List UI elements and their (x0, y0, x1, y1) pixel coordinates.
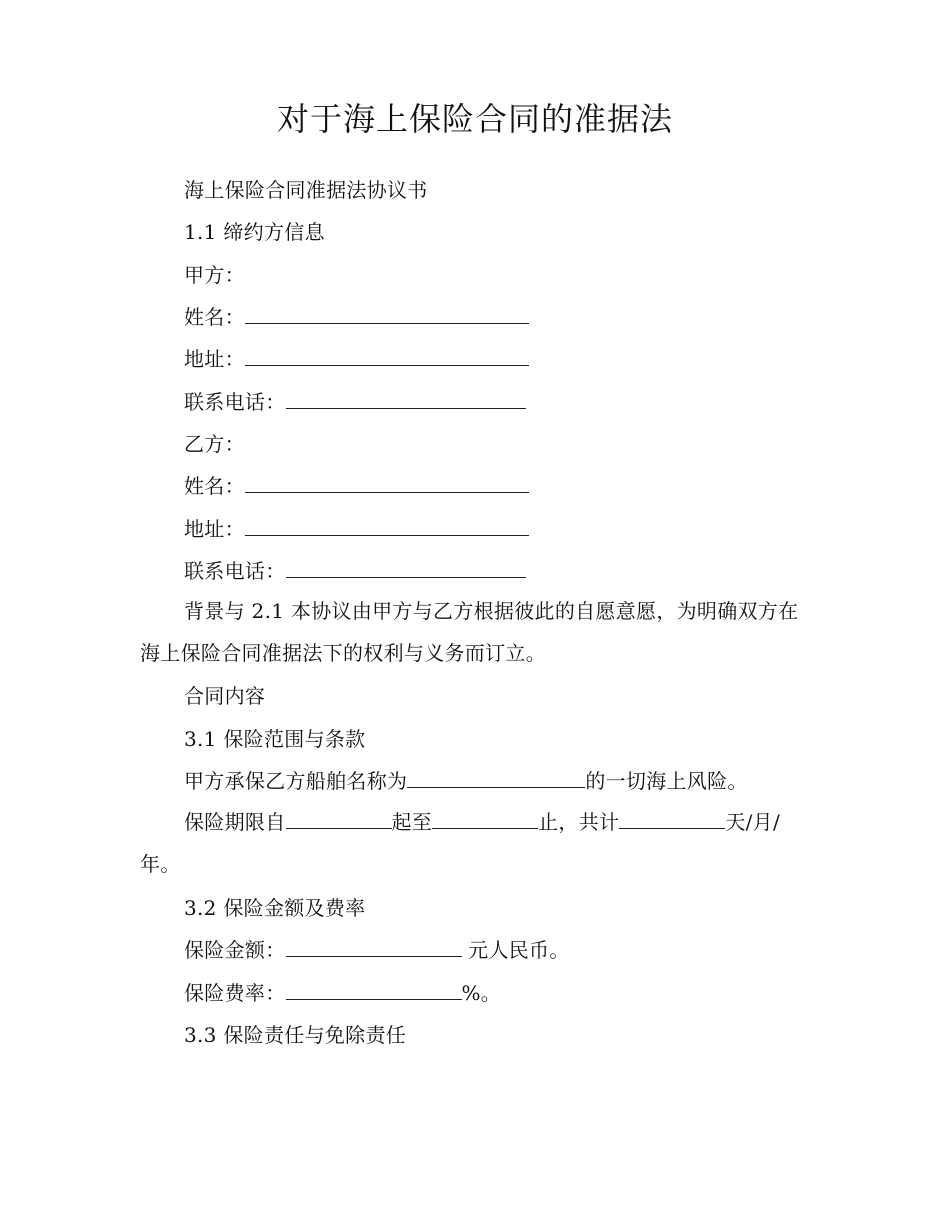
party-a-name-field[interactable] (245, 305, 529, 324)
vessel-name-row (184, 767, 748, 795)
period-end-field[interactable] (432, 810, 538, 829)
party-b-phone-row (184, 557, 526, 585)
party-a-address-label: 地址： (184, 347, 245, 371)
period-unit-label: 天/月/年。 (140, 810, 780, 876)
premium-rate-row (184, 979, 501, 1007)
premium-rate-unit: %。 (461, 981, 502, 1005)
period-from-label: 保险期限自 (184, 810, 286, 834)
premium-rate-field[interactable] (286, 981, 462, 1000)
party-a-label: 甲方： (184, 263, 245, 287)
party-b-name-row (184, 472, 529, 500)
insurance-period-paragraph (140, 801, 810, 885)
party-a-phone-row (184, 388, 526, 416)
period-to-label: 起至 (391, 810, 433, 834)
party-b-address-field[interactable] (245, 517, 529, 536)
party-b-name-label: 姓名： (184, 474, 245, 498)
party-a-phone-label: 联系电话： (184, 390, 286, 414)
section-3-1-heading: 3.1 保险范围与条款 (184, 727, 366, 751)
party-b-address-label: 地址： (184, 517, 245, 541)
party-a-name-label: 姓名： (184, 305, 245, 329)
party-a-name-row (184, 303, 529, 331)
background-paragraph: 背景与 2.1 本协议由甲方与乙方根据彼此的自愿意愿，为明确双方在海上保险合同准据法下的权利与义务而订立。 (140, 599, 799, 665)
insured-amount-label: 保险金额： (184, 938, 286, 962)
insured-amount-field[interactable] (286, 938, 462, 957)
insured-amount-unit: 元人民币。 (461, 938, 570, 962)
party-b-address-row (184, 515, 529, 543)
document-title: 对于海上保险合同的准据法 (276, 100, 673, 138)
vessel-name-field[interactable] (407, 769, 585, 788)
section-3-3-heading: 3.3 保险责任与免除责任 (184, 1023, 407, 1047)
insured-amount-row (184, 936, 570, 964)
party-b-name-field[interactable] (245, 474, 529, 493)
party-a-address-row (184, 345, 529, 373)
party-b-label: 乙方： (184, 432, 245, 456)
party-b-phone-field[interactable] (286, 559, 526, 578)
period-total-field[interactable] (619, 810, 725, 829)
section-1-1-heading: 1.1 缔约方信息 (184, 220, 325, 244)
party-a-address-field[interactable] (245, 347, 529, 366)
period-total-label: 止，共计 (538, 810, 620, 834)
party-a-phone-field[interactable] (286, 390, 526, 409)
section-3-2-heading: 3.2 保险金额及费率 (184, 896, 366, 920)
period-start-field[interactable] (286, 810, 392, 829)
agreement-heading: 海上保险合同准据法协议书 (184, 178, 428, 202)
premium-rate-label: 保险费率： (184, 981, 286, 1005)
vessel-name-label: 甲方承保乙方船舶名称为 (184, 769, 408, 793)
vessel-name-suffix: 的一切海上风险。 (585, 769, 748, 793)
contract-content-heading: 合同内容 (184, 684, 266, 708)
party-b-phone-label: 联系电话： (184, 559, 286, 583)
